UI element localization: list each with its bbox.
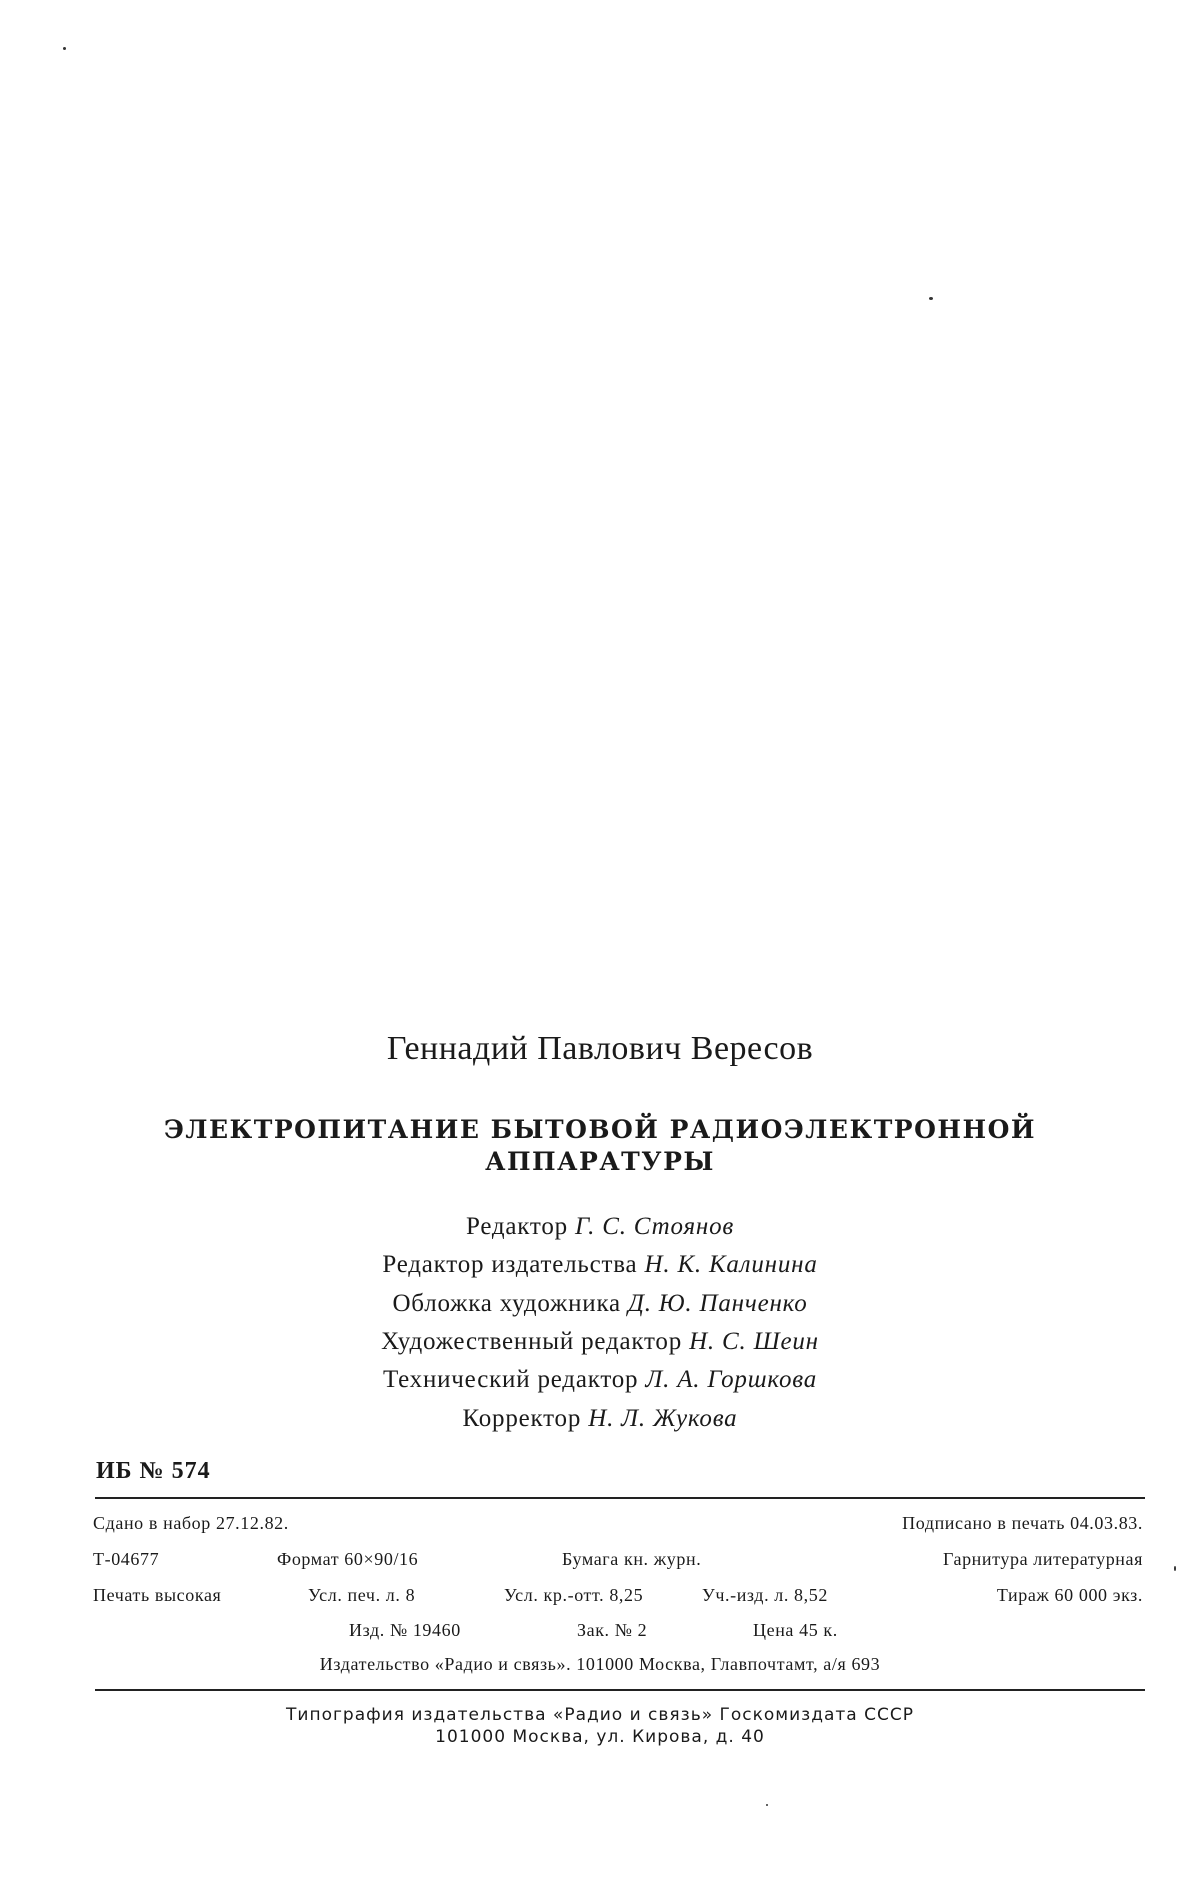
imprint-publisher: Издательство «Радио и связь». 101000 Москва, Главпочтамт, а/я 693 xyxy=(319,1654,881,1674)
credit-role: Обложка художника xyxy=(392,1290,621,1317)
credit-line xyxy=(0,1366,1200,1394)
credit-role: Корректор xyxy=(462,1405,582,1432)
credit-line xyxy=(0,1213,1200,1241)
credit-role: Технический редактор xyxy=(382,1366,639,1393)
credit-line xyxy=(0,1405,1200,1433)
imprint-order-code: Т-04677 xyxy=(93,1549,160,1569)
imprint-typeset-date: Сдано в набор 27.12.82. xyxy=(93,1513,289,1533)
imprint-print-sheets: Усл. печ. л. 8 xyxy=(308,1585,416,1605)
imprint-print-date: Подписано в печать 04.03.83. xyxy=(902,1513,1143,1533)
imprint-top-rule xyxy=(95,1497,1145,1499)
imprint-pub-sheets: Уч.-изд. л. 8,52 xyxy=(702,1585,828,1605)
credit-line xyxy=(0,1290,1200,1318)
imprint-order-number: Зак. № 2 xyxy=(577,1620,648,1640)
imprint-bottom-rule xyxy=(95,1689,1145,1691)
imprint-printing: Печать высокая xyxy=(93,1585,222,1605)
imprint-edition-number: Изд. № 19460 xyxy=(349,1620,461,1640)
credit-role: Редактор xyxy=(465,1213,568,1240)
credit-line xyxy=(0,1251,1200,1279)
scan-speck xyxy=(929,297,933,300)
scan-speck xyxy=(766,1804,768,1806)
printer-name: Типография издательства «Радио и связь» Госкомиздата СССР xyxy=(286,1705,914,1725)
credit-line xyxy=(0,1328,1200,1356)
imprint-paper: Бумага кн. журн. xyxy=(562,1549,702,1569)
imprint-format: Формат 60×90/16 xyxy=(277,1549,419,1569)
book-title-line-2: АППАРАТУРЫ xyxy=(485,1147,715,1176)
ib-number: ИБ № 574 xyxy=(96,1458,211,1484)
imprint-typeface: Гарнитура литературная xyxy=(942,1549,1143,1569)
credit-name: Г. С. Стоянов xyxy=(574,1213,735,1240)
credit-name: Д. Ю. Панченко xyxy=(627,1290,808,1317)
printer-address: 101000 Москва, ул. Кирова, д. 40 xyxy=(435,1727,765,1747)
author-name: Геннадий Павлович Вересов xyxy=(386,1030,814,1067)
book-title-line-1: ЭЛЕКТРОПИТАНИЕ БЫТОВОЙ РАДИОЭЛЕКТРОННОЙ xyxy=(163,1115,1037,1144)
imprint-price: Цена 45 к. xyxy=(753,1620,838,1640)
credit-name: Н. С. Шеин xyxy=(689,1328,819,1355)
imprint-print-run: Тираж 60 000 экз. xyxy=(996,1585,1143,1605)
credit-name: Н. Л. Жукова xyxy=(588,1405,738,1432)
credit-role: Художественный редактор xyxy=(381,1328,683,1355)
credit-name: Н. К. Калинина xyxy=(644,1251,818,1278)
scan-speck xyxy=(63,47,66,50)
credit-role: Редактор издательства xyxy=(382,1251,638,1278)
scan-speck xyxy=(1174,1566,1176,1571)
credit-name: Л. А. Горшкова xyxy=(645,1366,818,1393)
imprint-color-prints: Усл. кр.-отт. 8,25 xyxy=(504,1585,644,1605)
